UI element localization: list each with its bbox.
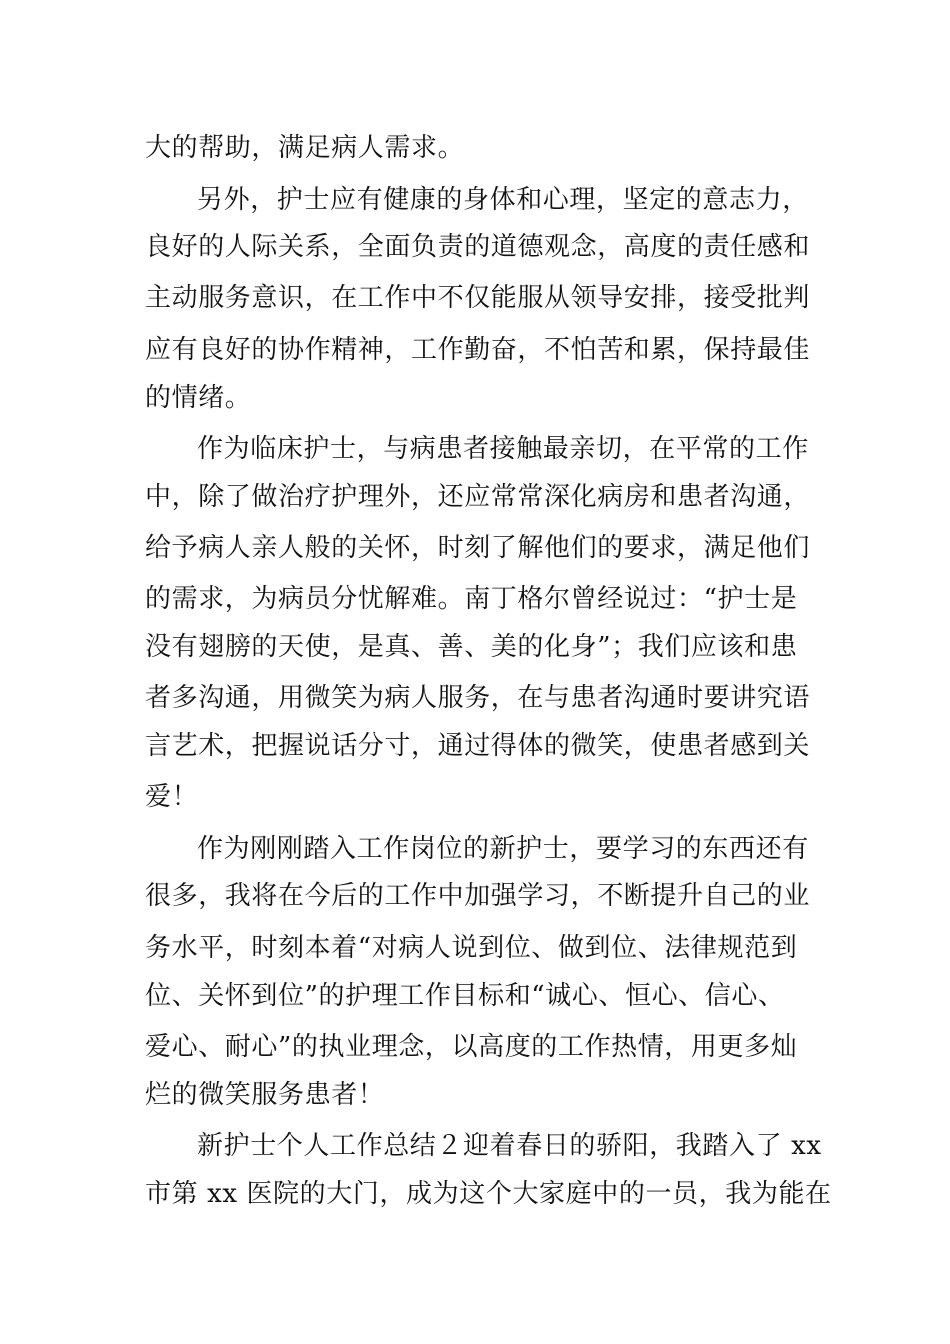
paragraph-first-line: 另外，护士应有健康的身体和心理，坚定的意志力，: [197, 185, 809, 215]
text-line: 言艺术，把握说话分寸，通过得体的微笑，使患者感到关: [145, 731, 811, 761]
text-line: 主动服务意识，在工作中不仅能服从领导安排，接受批判: [145, 283, 811, 313]
text-line: 爱！: [145, 782, 199, 812]
text-line: 爱心、耐心”的执业理念，以高度的工作热情，用更多灿: [145, 1032, 798, 1062]
text-line: 很多，我将在今后的工作中加强学习，不断提升自己的业: [145, 881, 811, 911]
text-line: 市第 xx 医院的大门，成为这个大家庭中的一员，我为能在: [145, 1179, 832, 1209]
text-line: 大的帮助，满足病人需求。: [145, 133, 465, 163]
text-line: 位、关怀到位”的护理工作目标和“诚心、恒心、信心、: [145, 981, 785, 1011]
text-line: 应有良好的协作精神，工作勤奋，不怕苦和累，保持最佳: [145, 335, 811, 365]
text-line: 烂的微笑服务患者！: [145, 1080, 385, 1110]
paragraph-first-line: 作为刚刚踏入工作岗位的新护士，要学习的东西还有: [197, 834, 809, 864]
text-line: 务水平，时刻本着“对病人说到位、做到位、法律规范到: [145, 933, 798, 963]
paragraph-first-line: 作为临床护士，与病患者接触最亲切，在平常的工作: [197, 434, 809, 464]
paragraph-first-line: 新护士个人工作总结２迎着春日的骄阳，我踏入了 xx: [197, 1131, 822, 1161]
text-line: 者多沟通，用微笑为病人服务，在与患者沟通时要讲究语: [145, 683, 811, 713]
text-line: 中，除了做治疗护理外，还应常常深化病房和患者沟通，: [145, 482, 811, 512]
text-line: 没有翅膀的天使，是真、善、美的化身”；我们应该和患: [145, 632, 798, 662]
text-line: 的需求，为病员分忧解难。南丁格尔曾经说过：“护士是: [145, 584, 798, 614]
text-line: 给予病人亲人般的关怀，时刻了解他们的要求，满足他们: [145, 533, 811, 563]
text-line: 良好的人际关系，全面负责的道德观念，高度的责任感和: [145, 232, 811, 262]
text-line: 的情绪。: [145, 383, 252, 413]
